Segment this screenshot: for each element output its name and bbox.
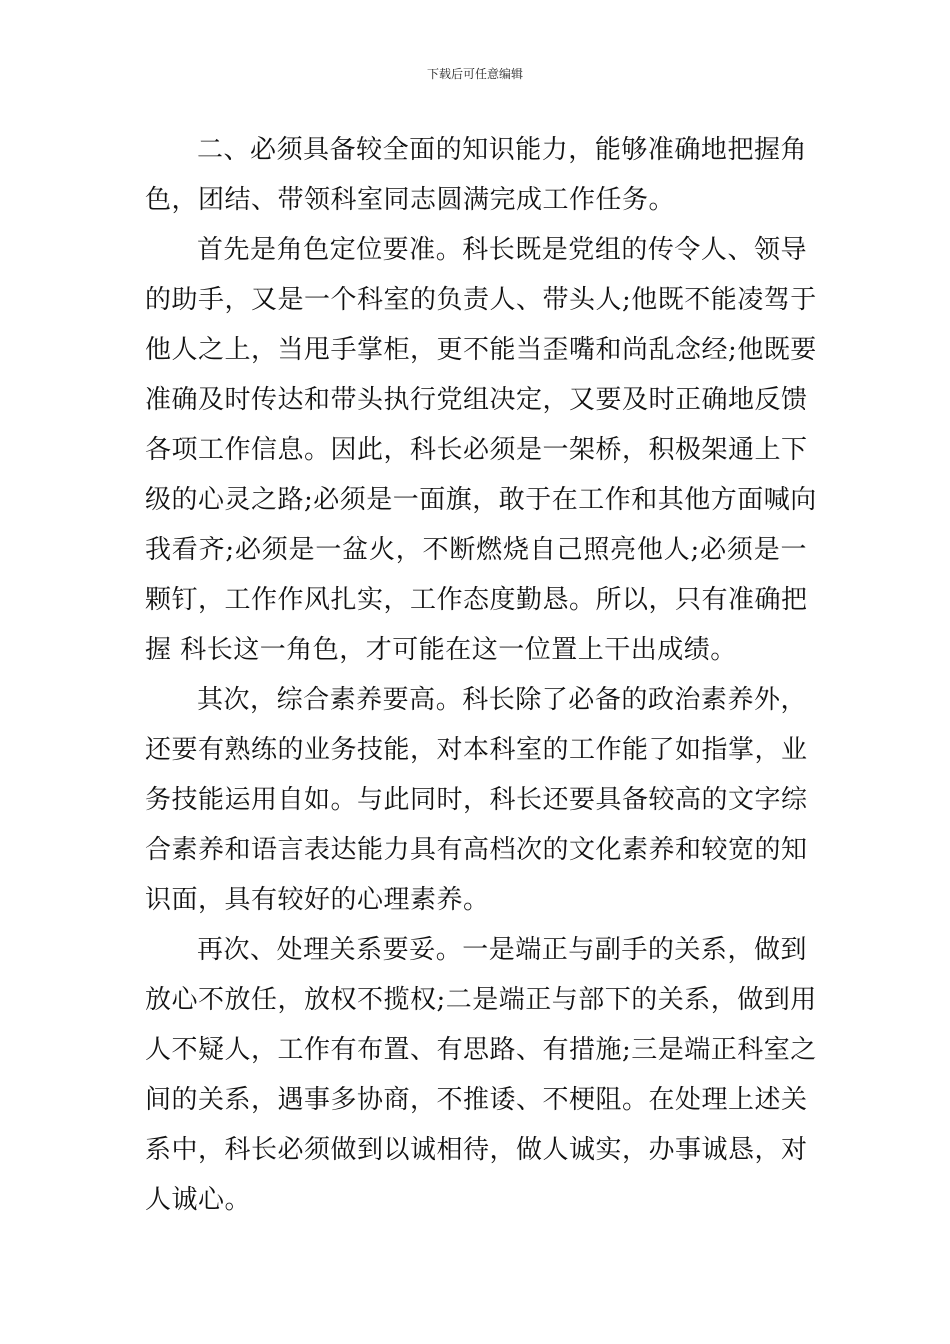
text-line: 的助手，又是一个科室的负责人、带头人;他既不能凌驾于 [145,285,817,315]
text-line: 各项工作信息。因此，科长必须是一架桥，积极架通上下 [145,435,808,465]
text-line: 准确及时传达和带头执行党组决定，又要及时正确地反馈 [145,385,808,415]
text-line: 首先是角色定位要准。科长既是党组的传令人、领导 [197,235,807,265]
text-line: 色，团结、带领科室同志圆满完成工作任务。 [145,185,676,215]
text-line: 级的心灵之路;必须是一面旗，敢于在工作和其他方面喊向 [145,485,817,515]
text-line: 颗钉，工作作风扎实，工作态度勤恳。所以，只有准确把 [145,585,808,615]
paragraph [145,225,817,675]
text-line: 识面，具有较好的心理素养。 [145,885,490,915]
document-body [145,125,817,1225]
text-line: 间的关系，遇事多协商，不推诿、不梗阻。在处理上述关 [145,1085,808,1115]
text-line: 务技能运用自如。与此同时，科长还要具备较高的文字综 [145,785,808,815]
paragraph [145,925,817,1225]
text-line: 合素养和语言表达能力具有高档次的文化素养和较宽的知 [145,835,808,865]
page-header-note: 下载后可任意编辑 [426,67,523,81]
text-line: 系中，科长必须做到以诚相待，做人诚实，办事诚恳，对 [145,1135,808,1165]
text-line: 放心不放任，放权不揽权;二是端正与部下的关系，做到用 [145,985,817,1015]
text-line: 他人之上，当甩手掌柜，更不能当歪嘴和尚乱念经;他既要 [145,335,817,365]
text-line: 握 科长这一角色，才可能在这一位置上干出成绩。 [145,635,737,665]
paragraph [145,125,807,225]
text-line: 人不疑人，工作有布置、有思路、有措施;三是端正科室之 [145,1035,817,1065]
paragraph [145,675,807,925]
text-line: 还要有熟练的业务技能，对本科室的工作能了如指掌，业 [145,735,808,765]
text-line: 其次，综合素养要高。科长除了必备的政治素养外， [197,685,807,715]
text-line: 人诚心。 [145,1185,252,1215]
text-line: 二、必须具备较全面的知识能力，能够准确地把握角 [197,135,807,165]
text-line: 再次、处理关系要妥。一是端正与副手的关系，做到 [197,935,807,965]
text-line: 我看齐;必须是一盆火，不断燃烧自己照亮他人;必须是一 [145,535,807,565]
